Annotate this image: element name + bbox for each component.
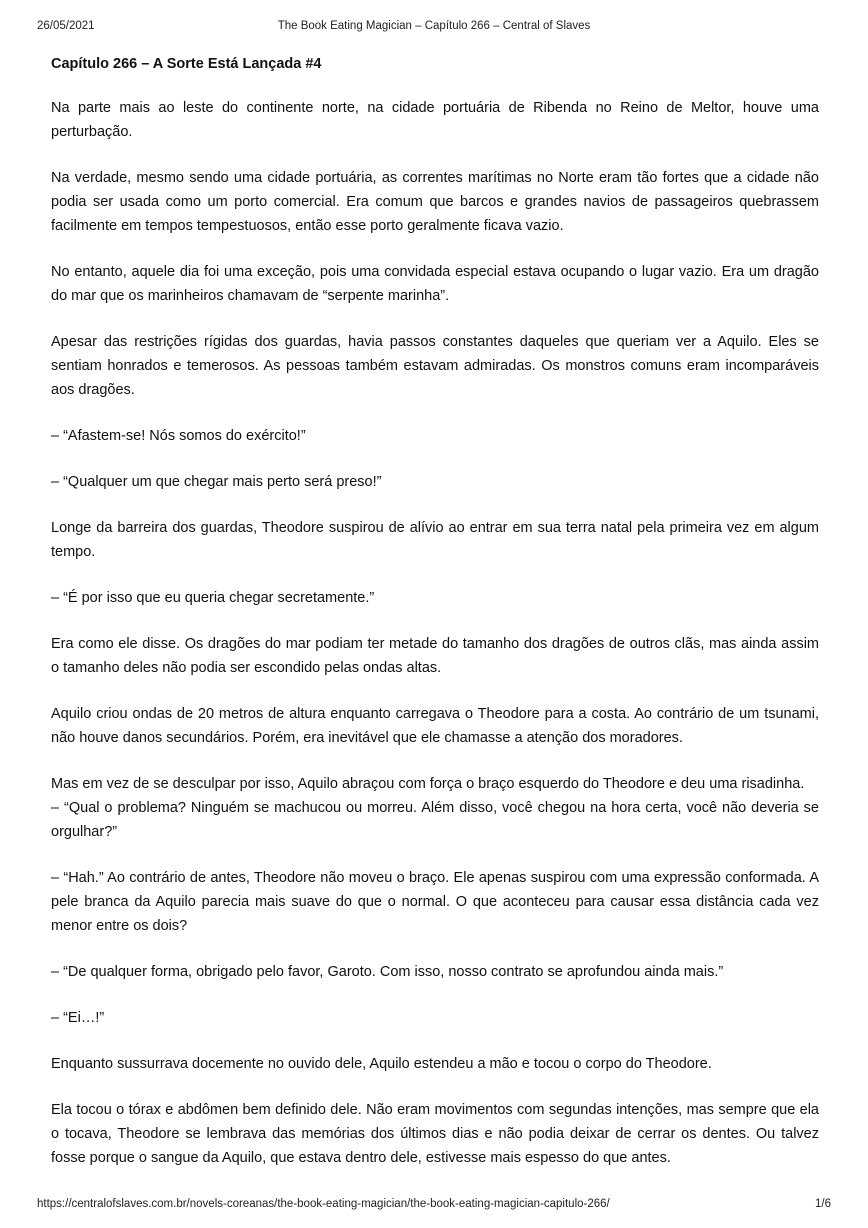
paragraph: Aquilo criou ondas de 20 metros de altura enquanto carregava o Theodore para a costa. Ao contrário de um tsunami, não houve danos secundários. Porém, era inevitável que ele chamasse a atenção dos moradores. <box>51 706 819 746</box>
page-url: https://centralofslaves.com.br/novels-coreanas/the-book-eating-magician/the-book-eating-magician-capitulo-266/ <box>37 1198 610 1210</box>
paragraph: Mas em vez de se desculpar por isso, Aquilo abraçou com força o braço esquerdo do Theodore e deu uma risadinha. <box>51 776 805 792</box>
paragraph: – “Hah.” Ao contrário de antes, Theodore não moveu o braço. Ele apenas suspirou com uma expressão conformada. A pele branca da Aquilo parecia mais suave do que o normal. O que aconteceu para causar essa distância cada vez menor entre os dois? <box>51 870 819 934</box>
paragraph: – “Ei…!” <box>51 1010 105 1026</box>
paragraph: Longe da barreira dos guardas, Theodore suspirou de alívio ao entrar em sua terra natal pela primeira vez em algum tempo. <box>51 520 819 560</box>
paragraph: Era como ele disse. Os dragões do mar podiam ter metade do tamanho dos dragões de outros clãs, mas ainda assim o tamanho deles não podia ser escondido pelas ondas altas. <box>51 636 819 676</box>
paragraph: No entanto, aquele dia foi uma exceção, pois uma convidada especial estava ocupando o lugar vazio. Era um dragão do mar que os marinheiros chamavam de “serpente marinha”. <box>51 264 819 304</box>
paragraph: Apesar das restrições rígidas dos guardas, havia passos constantes daqueles que queriam ver a Aquilo. Eles se sentiam honrados e temerosos. As pessoas também estavam admiradas. Os monstros comuns eram incomparáveis aos dragões. <box>51 334 819 398</box>
print-date: 26/05/2021 <box>37 20 95 32</box>
paragraph: – “Qualquer um que chegar mais perto será preso!” <box>51 474 382 490</box>
paragraph: – “Qual o problema? Ninguém se machucou ou morreu. Além disso, você chegou na hora certa, você não deveria se orgulhar?” <box>51 800 819 840</box>
paragraph: – “Afastem-se! Nós somos do exército!” <box>51 428 306 444</box>
page-number: 1/6 <box>815 1198 831 1210</box>
chapter-title: Capítulo 266 – A Sorte Está Lançada #4 <box>51 56 322 72</box>
paragraph: Na parte mais ao leste do continente norte, na cidade portuária de Ribenda no Reino de Meltor, houve uma perturbação. <box>51 100 819 140</box>
print-page-title: The Book Eating Magician – Capítulo 266 – Central of Slaves <box>277 20 591 32</box>
print-footer <box>37 1198 831 1214</box>
paragraph: Ela tocou o tórax e abdômen bem definido dele. Não eram movimentos com segundas intenções, mas sempre que ela o tocava, Theodore se lembrava das memórias dos últimos dias e não podia deixar de cerrar os dentes. Ou talvez fosse porque o sangue da Aquilo, que estava dentro dele, estivesse mais espesso do que antes. <box>51 1102 819 1166</box>
article-body <box>51 54 819 1192</box>
paragraph: – “De qualquer forma, obrigado pelo favor, Garoto. Com isso, nosso contrato se aprofundou ainda mais.” <box>51 964 724 980</box>
paragraph: Na verdade, mesmo sendo uma cidade portuária, as correntes marítimas no Norte eram tão fortes que a cidade não podia ser usada como um porto comercial. Era comum que barcos e grandes navios de passageiros quebrassem facilmente em tempos tempestuosos, então esse porto geralmente ficava vazio. <box>51 170 819 234</box>
paragraph: – “É por isso que eu queria chegar secretamente.” <box>51 590 375 606</box>
paragraph: Enquanto sussurrava docemente no ouvido dele, Aquilo estendeu a mão e tocou o corpo do Theodore. <box>51 1056 712 1072</box>
print-header <box>37 20 831 36</box>
